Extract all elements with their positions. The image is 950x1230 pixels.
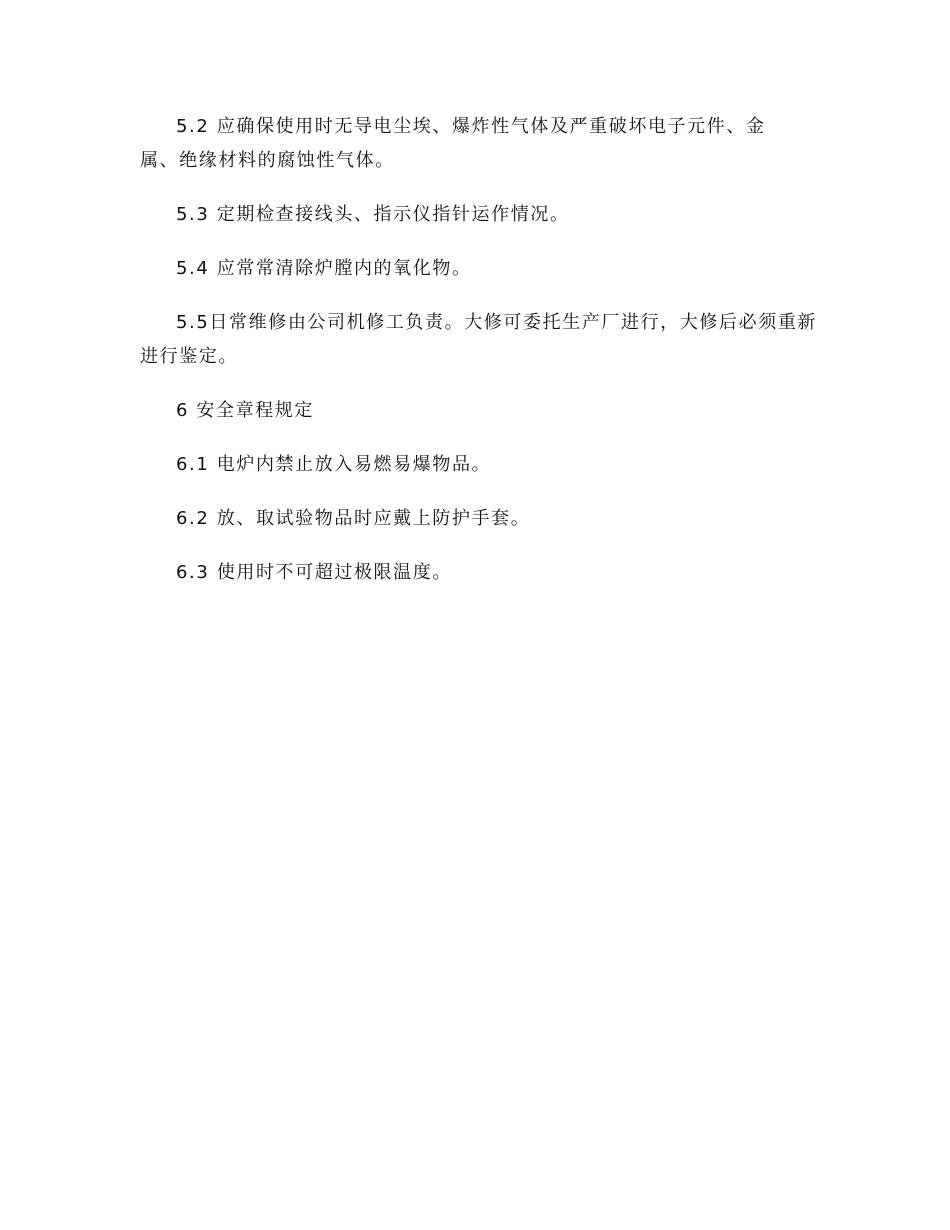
paragraph-5-2: 5.2 应确保使用时无导电尘埃、爆炸性气体及严重破坏电子元件、金属、绝缘材料的腐蚀性气体。 — [140, 116, 766, 171]
paragraph-6-1: 6.1 电炉内禁止放入易燃易爆物品。 — [176, 454, 492, 475]
paragraph-6-3: 6.3 使用时不可超过极限温度。 — [176, 562, 452, 583]
paragraph-5-5: 5.5日常维修由公司机修工负责。大修可委托生产厂进行，大修后必须重新进行鉴定。 — [140, 312, 818, 367]
paragraph-5-3: 5.3 定期检查接线头、指示仪指针运作情况。 — [176, 204, 570, 225]
paragraph-5-4: 5.4 应常常清除炉膛内的氧化物。 — [176, 258, 472, 279]
paragraph-6-2: 6.2 放、取试验物品时应戴上防护手套。 — [176, 508, 531, 529]
document-body — [140, 110, 820, 610]
section-heading-6: 6 安全章程规定 — [176, 400, 314, 421]
